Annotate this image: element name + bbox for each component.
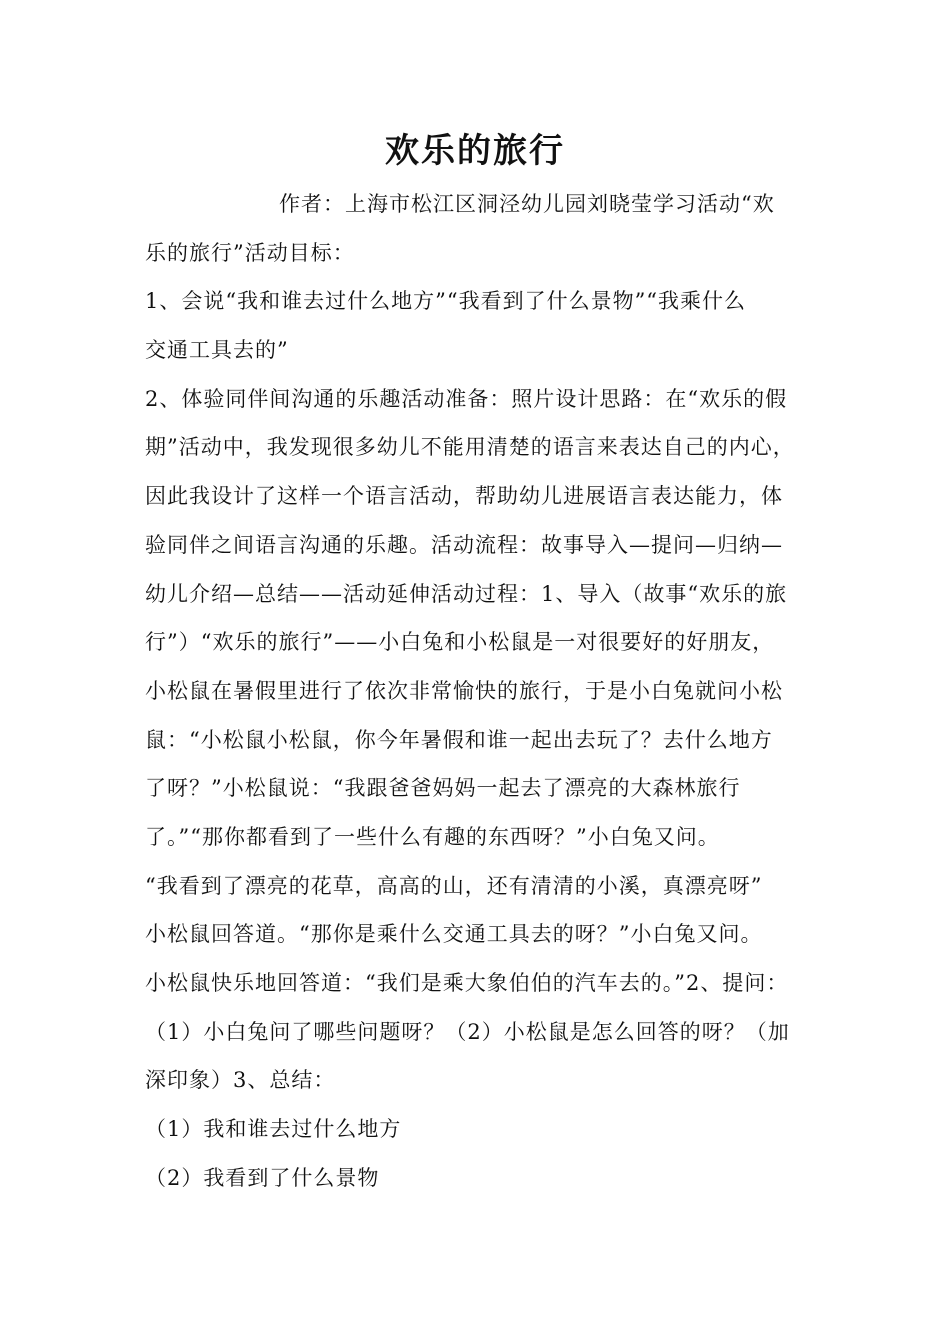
text-line: 乐的旅行”活动目标： (145, 240, 355, 265)
document-title: 欢乐的旅行 (385, 131, 565, 171)
text-line: 行”）“欢乐的旅行”——小白兔和小松鼠是一对很要好的好朋友， (145, 630, 775, 655)
text-line: 鼠：“小松鼠小松鼠，你今年暑假和谁一起出去玩了？去什么地方 (145, 727, 773, 752)
text-line: （2）我看到了什么景物 (145, 1165, 380, 1190)
text-line: 2、体验同伴间沟通的乐趣活动准备：照片设计思路：在“欢乐的假 (145, 386, 788, 411)
text-line: 1、会说“我和谁去过什么地方”“我看到了什么景物”“我乘什么 (145, 289, 747, 314)
text-line: 幼儿介绍—总结——活动延伸活动过程：1、导入（故事“欢乐的旅 (145, 581, 788, 606)
text-line: （1）我和谁去过什么地方 (145, 1117, 402, 1142)
text-line: 小松鼠回答道。“那你是乘什么交通工具去的呀？”小白兔又问。 (145, 922, 763, 947)
text-line: “我看到了漂亮的花草，高高的山，还有清清的小溪，真漂亮呀” (145, 873, 763, 898)
text-line: 小松鼠快乐地回答道：“我们是乘大象伯伯的汽车去的。”2、提问： (145, 971, 789, 995)
text-line: 交通工具去的” (145, 338, 289, 363)
text-line: 了。”“那你都看到了一些什么有趣的东西呀？”小白兔又问。 (145, 824, 720, 849)
text-line: （1）小白兔问了哪些问题呀？（2）小松鼠是怎么回答的呀？（加 (145, 1019, 790, 1044)
text-line: 验同伴之间语言沟通的乐趣。活动流程：故事导入—提问—归纳— (145, 532, 783, 557)
document-body (145, 180, 835, 1202)
author-line: 作者：上海市松江区洞泾幼儿园刘晓莹学习活动“欢 (279, 192, 775, 216)
text-line: 期”活动中，我发现很多幼儿不能用清楚的语言来表达自己的内心， (145, 435, 795, 460)
text-line: 小松鼠在暑假里进行了依次非常愉快的旅行，于是小白兔就问小松 (145, 678, 783, 703)
text-line: 了呀？”小松鼠说：“我跟爸爸妈妈一起去了漂亮的大森林旅行 (145, 776, 741, 801)
text-line: 深印象）3、总结： (145, 1068, 336, 1093)
text-line: 因此我设计了这样一个语言活动，帮助幼儿进展语言表达能力，体 (145, 484, 783, 509)
